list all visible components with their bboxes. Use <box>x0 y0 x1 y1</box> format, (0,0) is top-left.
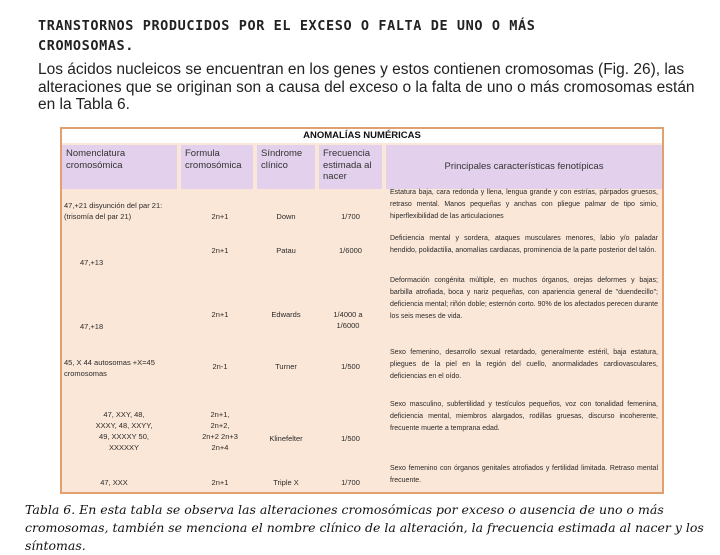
row-edwards-sindrome: Edwards <box>271 310 301 319</box>
row-patau-nomenclatura: 47,+13 <box>80 258 104 267</box>
header-caracteristicas <box>386 145 662 189</box>
section-heading <box>38 16 708 56</box>
section-heading-line-2: CROMOSOMAS. <box>38 38 135 54</box>
row-turner-frecuencia: 1/500 <box>341 362 360 371</box>
header-sindrome: Síndrome clínico <box>257 145 315 189</box>
row-edwards-caracteristicas: Deformación congénita múltiple, en muchos órganos, orejas deformes y bajas; barbilla atrofiada, boca y nariz pequeñas, con apariencia general de "duendecillo"; deficiencia mental; riñón doble; esternón corto. 90% de los afectados perecen durante los seis meses de vida. <box>390 277 658 320</box>
row-patau-formula: 2n+1 <box>211 246 229 255</box>
row-triplex-nomenclatura: 47, XXX <box>100 478 128 487</box>
row-triplex-caracteristicas: Sexo femenino con órganos genitales atrofiados y fertilidad limitada. Retraso mental frecuente. <box>390 465 658 484</box>
row-triplex-frecuencia: 1/700 <box>341 478 360 487</box>
row-turner-caracteristicas: Sexo femenino, desarrollo sexual retardado, generalmente estéril, baja estatura, pliegues de la piel en la región del cuello, anormalidades cardiovasculares, deficiencias en el oído. <box>390 349 658 380</box>
row-klinefelter-formula: 2n+1, 2n+2, 2n+2 2n+3 2n+4 <box>202 410 238 452</box>
row-klinefelter-sindrome: Klinefelter <box>269 434 303 443</box>
row-turner-nomenclatura: 45, X 44 autosomas +X=45 cromosomas <box>64 358 155 378</box>
table-title: ANOMALÍAS NUMÉRICAS <box>62 129 662 143</box>
row-patau-sindrome: Patau <box>276 246 296 255</box>
row-triplex-formula: 2n+1 <box>211 478 229 487</box>
row-turner-sindrome: Turner <box>275 362 297 371</box>
header-nomenclatura: Nomenclatura cromosómica <box>62 145 177 189</box>
row-down-nomenclatura: 47,+21 disyunción del par 21: (trisomía del par 21) <box>64 201 163 221</box>
row-down-frecuencia: 1/700 <box>341 212 360 221</box>
table-caption: Tabla 6. En esta tabla se observa las alteraciones cromosómicas por exceso o ausencia de uno o más cromosomas, también se menciona el nombre clínico de la alteración, la frecuencia estimada al nacer y los síntomas. <box>25 502 704 553</box>
row-down-sindrome: Down <box>276 212 296 221</box>
header-formula: Formula cromosómica <box>181 145 253 189</box>
intro-paragraph: Los ácidos nucleicos se encuentran en los genes y estos contienen cromosomas (Fig. 26), las alteraciones que se originan son a causa del exceso o la falta de uno o más cromosomas están en la Tabla 6. <box>38 61 695 113</box>
row-turner-formula: 2n-1 <box>212 362 228 371</box>
row-down-caracteristicas: Estatura baja, cara redonda y llena, lengua grande y con estrías, párpados gruesos, retraso mental. Manos pequeñas y anchas con pliegue palmar de tipo simio, hiperflexibilidad de las articulaciones <box>390 189 658 220</box>
row-klinefelter-caracteristicas: Sexo masculino, subfertilidad y testículos pequeños, voz con tonalidad femenina, deficiencia mental, miembros alargados, rodillas gruesas, discurso incoherente, frecuente muerte a temprana edad. <box>390 401 658 432</box>
row-patau-frecuencia: 1/6000 <box>339 246 362 255</box>
row-klinefelter-frecuencia: 1/500 <box>341 434 360 443</box>
row-edwards-frecuencia: 1/4000 a 1/6000 <box>333 310 363 330</box>
anomalies-table <box>60 127 664 494</box>
row-patau-caracteristicas: Deficiencia mental y sordera, ataques musculares menores, labio y/o paladar hendido, polidactilia, anomalías cardiacas, prominencia de la parte posterior del talón. <box>390 235 658 254</box>
header-caracteristicas-label: Principales características fenotípicas <box>444 161 604 173</box>
header-frecuencia: Frecuencia estimada al nacer <box>319 145 382 189</box>
row-edwards-formula: 2n+1 <box>211 310 229 319</box>
section-heading-line-1: TRANSTORNOS PRODUCIDOS POR EL EXCESO O FALTA DE UNO O MÁS <box>38 18 536 34</box>
row-down-formula: 2n+1 <box>211 212 229 221</box>
row-edwards-nomenclatura: 47,+18 <box>80 322 104 331</box>
row-klinefelter-nomenclatura: 47, XXY, 48, XXXY, 48, XXYY, 49, XXXXY 50, XXXXXY <box>95 410 153 452</box>
row-triplex-sindrome: Triple X <box>273 478 299 487</box>
